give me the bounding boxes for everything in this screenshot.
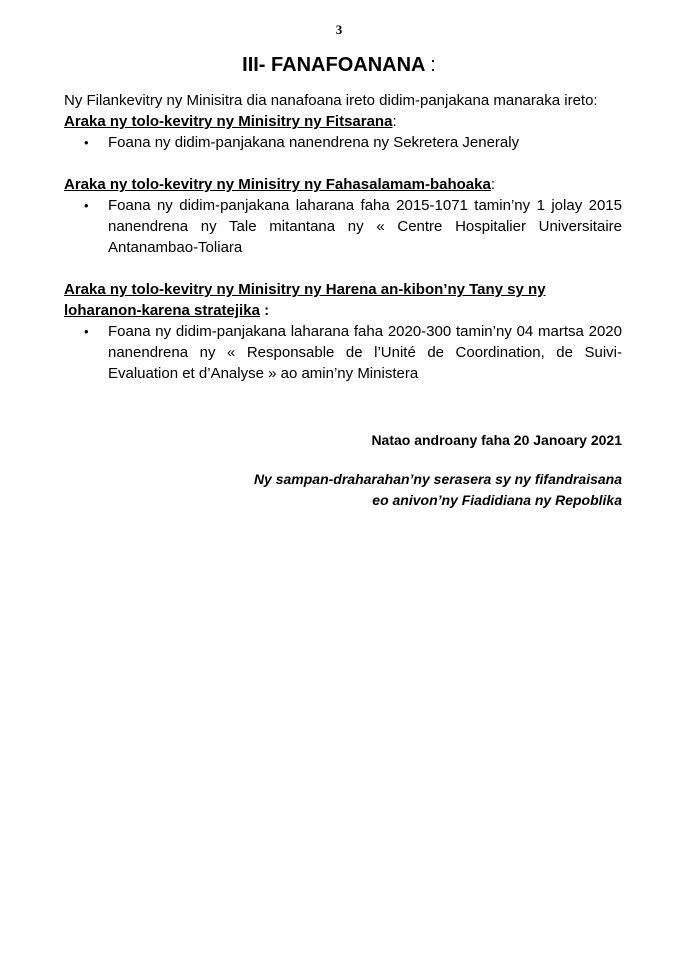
page-number: 3 [335,22,343,37]
signoff-line-2: eo anivon’ny Fiadidiana ny Repoblika [372,492,622,508]
section-title-text: Araka ny tolo-kevitry ny Minisitry ny Fahasalamam-bahoaka [64,176,491,193]
section-title-mines [64,279,622,321]
bullet-icon: • [84,135,89,150]
list-item [84,132,622,153]
section-list-health [64,195,622,258]
heading-colon: : [430,54,436,76]
list-item-text: Foana ny didim-panjakana nanendrena ny Sekretera Jeneraly [108,134,520,151]
bullet-icon: • [84,324,89,339]
list-item [84,195,622,258]
heading-title: III- FANAFOANANA [242,54,425,76]
document-body [64,90,622,384]
section-title-health [64,174,622,195]
spacer [64,153,622,174]
list-item-text: Foana ny didim-panjakana laharana faha 2015-1071 tamin’ny 1 jolay 2015 nanendrena ny Tale mitantana ny « Centre Hospitalier Universitaire Antanambao-Toliara [108,197,622,256]
section-title-text: Araka ny tolo-kevitry ny Minisitry ny Fitsarana [64,113,393,130]
signoff-date: Natao androany faha 20 Janoary 2021 [371,432,622,448]
section-title-suffix: : [490,176,495,193]
section-title-suffix: : [259,302,270,319]
section-heading [0,54,678,77]
section-list-justice [64,132,622,153]
section-title-suffix: : [392,113,397,130]
signoff-line-1: Ny sampan-draharahan’ny serasera sy ny fifandraisana [253,471,622,487]
spacer [64,258,622,279]
section-title-text: Araka ny tolo-kevitry ny Minisitry ny Harena an-kibon’ny Tany sy ny loharanon-karena stratejika [64,281,546,319]
section-list-mines [64,321,622,384]
bullet-icon: • [84,198,89,213]
list-item [84,321,622,384]
intro-paragraph: Ny Filankevitry ny Minisitra dia nanafoana ireto didim-panjakana manaraka ireto: [64,92,598,109]
section-title-justice [64,111,622,132]
list-item-text: Foana ny didim-panjakana laharana faha 2020-300 tamin’ny 04 martsa 2020 nanendrena ny « Responsable de l’Unité de Coordination, de Suivi-Evaluation et d’Analyse » ao amin’ny Ministera [108,323,622,382]
